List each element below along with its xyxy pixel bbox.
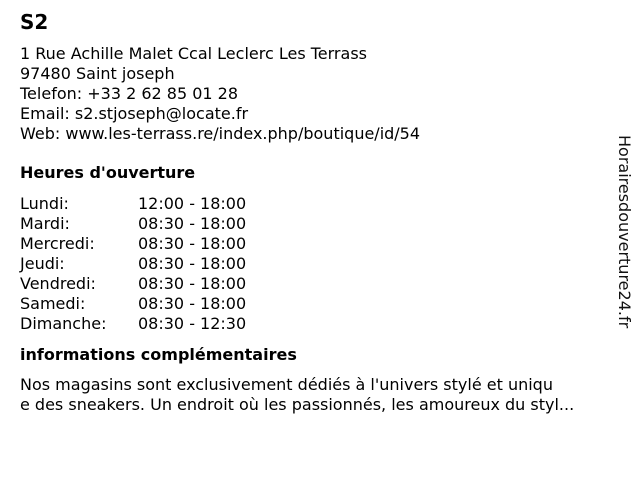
store-address (20, 44, 610, 144)
info-text-line: e des sneakers. Un endroit où les passionnés, les amoureux du styl... (20, 395, 575, 414)
hours-row-saturday (20, 294, 610, 314)
website-address: Web: www.les-terrass.re/index.php/boutique/id/54 (20, 124, 421, 143)
hours-day: Jeudi: (20, 254, 65, 273)
additional-info-title: informations complémentaires (20, 345, 297, 364)
store-name: S2 (20, 10, 49, 34)
hours-time: 08:30 - 18:00 (138, 214, 247, 233)
hours-day: Mercredi: (20, 234, 95, 253)
address-city: 97480 Saint joseph (20, 64, 175, 83)
hours-time: 08:30 - 18:00 (138, 294, 247, 313)
info-text-line: Nos magasins sont exclusivement dédiés à l'univers stylé et uniqu (20, 375, 553, 394)
hours-time: 08:30 - 18:00 (138, 254, 247, 273)
store-card (20, 10, 610, 415)
additional-info-text (20, 375, 625, 415)
hours-row-friday (20, 274, 610, 294)
phone-number: Telefon: +33 2 62 85 01 28 (20, 84, 239, 103)
hours-time: 12:00 - 18:00 (138, 194, 247, 213)
hours-day: Mardi: (20, 214, 70, 233)
hours-day: Dimanche: (20, 314, 107, 333)
hours-row-sunday (20, 314, 610, 334)
hours-time: 08:30 - 12:30 (138, 314, 247, 333)
hours-time: 08:30 - 18:00 (138, 234, 247, 253)
hours-row-thursday (20, 254, 610, 274)
hours-time: 08:30 - 18:00 (138, 274, 247, 293)
opening-hours-table (20, 194, 610, 334)
hours-row-monday (20, 194, 610, 214)
email-address: Email: s2.stjoseph@locate.fr (20, 104, 249, 123)
address-street: 1 Rue Achille Malet Ccal Leclerc Les Terrass (20, 44, 367, 63)
hours-day: Samedi: (20, 294, 86, 313)
site-watermark: Horairesdouverture24.fr (615, 135, 634, 329)
hours-row-wednesday (20, 234, 610, 254)
hours-row-tuesday (20, 214, 610, 234)
hours-day: Lundi: (20, 194, 69, 213)
opening-hours-title: Heures d'ouverture (20, 163, 196, 182)
hours-day: Vendredi: (20, 274, 96, 293)
